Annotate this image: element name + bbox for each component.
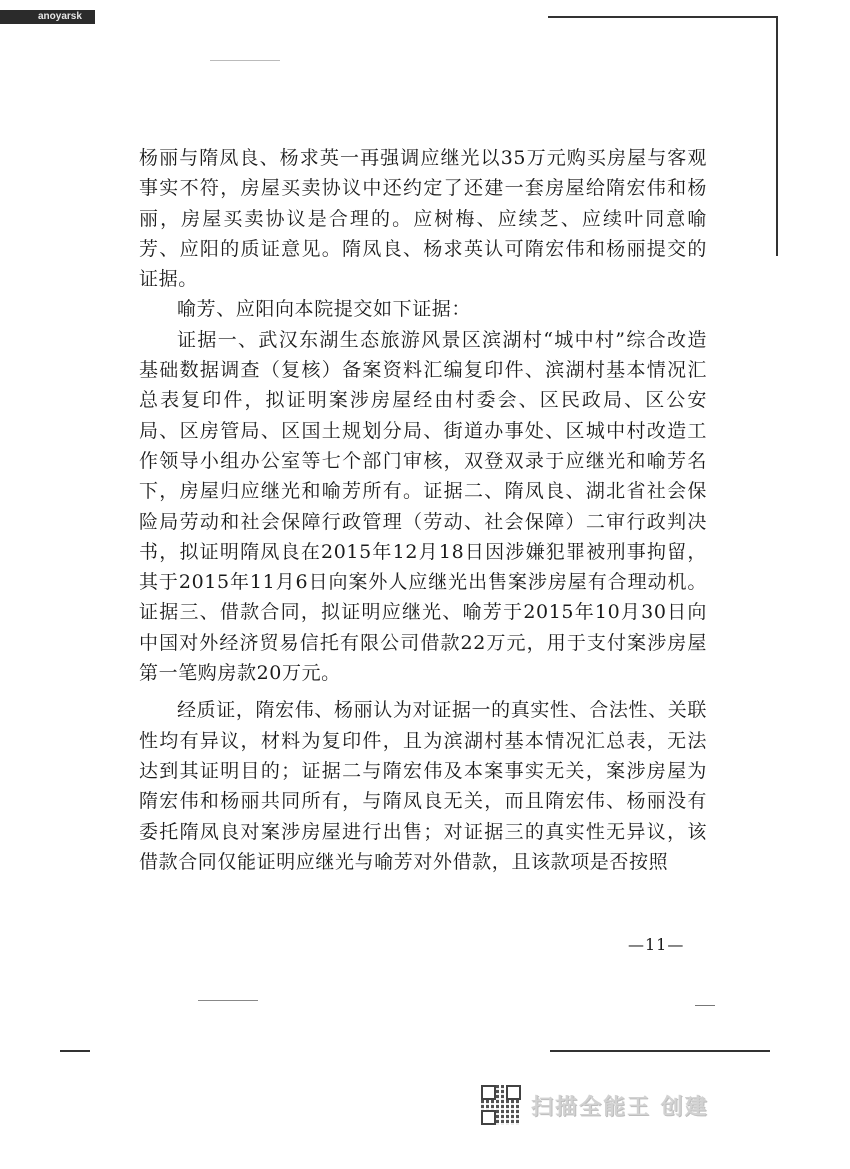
watermark-label: 扫描全能王 创建 [531,1094,709,1120]
scan-edge-right [776,16,778,256]
scan-smudge [695,1005,715,1006]
paragraph-evidence-list: 证据一、武汉东湖生态旅游风景区滨湖村“城中村”综合改造基础数据调查（复核）备案资料汇编复印件、滨湖村基本情况汇总表复印件，拟证明案涉房屋经由村委会、区民政局、区公安局、区房管局、区国土规划分局、街道办事处、区城中村改造工作领导小组办公室等七个部门审核，双登双录于应继光和喻芳名下，房屋归应继光和喻芳所有。证据二、隋凤良、湖北省社会保险局劳动和社会保障行政管理（劳动、社会保障）二审行政判决书，拟证明隋凤良在2015年12月18日因涉嫌犯罪被刑事拘留，其于2015年11月6日向案外人应继光出售案涉房屋有合理动机。证据三、借款合同，拟证明应继光、喻芳于2015年10月30日向中国对外经济贸易信托有限公司借款22万元，用于支付案涉房屋第一笔购房款20万元。 [139,328,707,685]
page-number: —11— [628,935,685,954]
scan-edge-top [548,16,778,18]
qr-code-icon [481,1085,521,1125]
document-body [139,143,707,877]
paragraph-cross-examination: 经质证，隋宏伟、杨丽认为对证据一的真实性、合法性、关联性均有异议，材料为复印件，且为滨湖村基本情况汇总表，无法达到其证明目的；证据二与隋宏伟及本案事实无关，案涉房屋为隋宏伟和杨丽共同所有，与隋凤良无关，而且隋宏伟、杨丽没有委托隋凤良对案涉房屋进行出售；对证据三的真实性无异议，该借款合同仅能证明应继光与喻芳对外借款，且该款项是否按照 [139,699,707,873]
scan-header-mark: anoyarsk [0,10,95,24]
paragraph-continued: 杨丽与隋凤良、杨求英一再强调应继光以35万元购买房屋与客观事实不符，房屋买卖协议中还约定了还建一套房屋给隋宏伟和杨丽，房屋买卖协议是合理的。应树梅、应续芝、应续叶同意喻芳、应阳的质证意见。隋凤良、杨求英认可隋宏伟和杨丽提交的证据。 [139,147,707,291]
scan-smudge [210,60,280,61]
scan-edge-bottom-right [550,1050,770,1052]
scanner-watermark [481,1080,709,1130]
scan-edge-bottom-left [60,1050,90,1052]
paragraph-evidence-intro: 喻芳、应阳向本院提交如下证据： [177,298,472,321]
scan-smudge [198,1000,258,1001]
